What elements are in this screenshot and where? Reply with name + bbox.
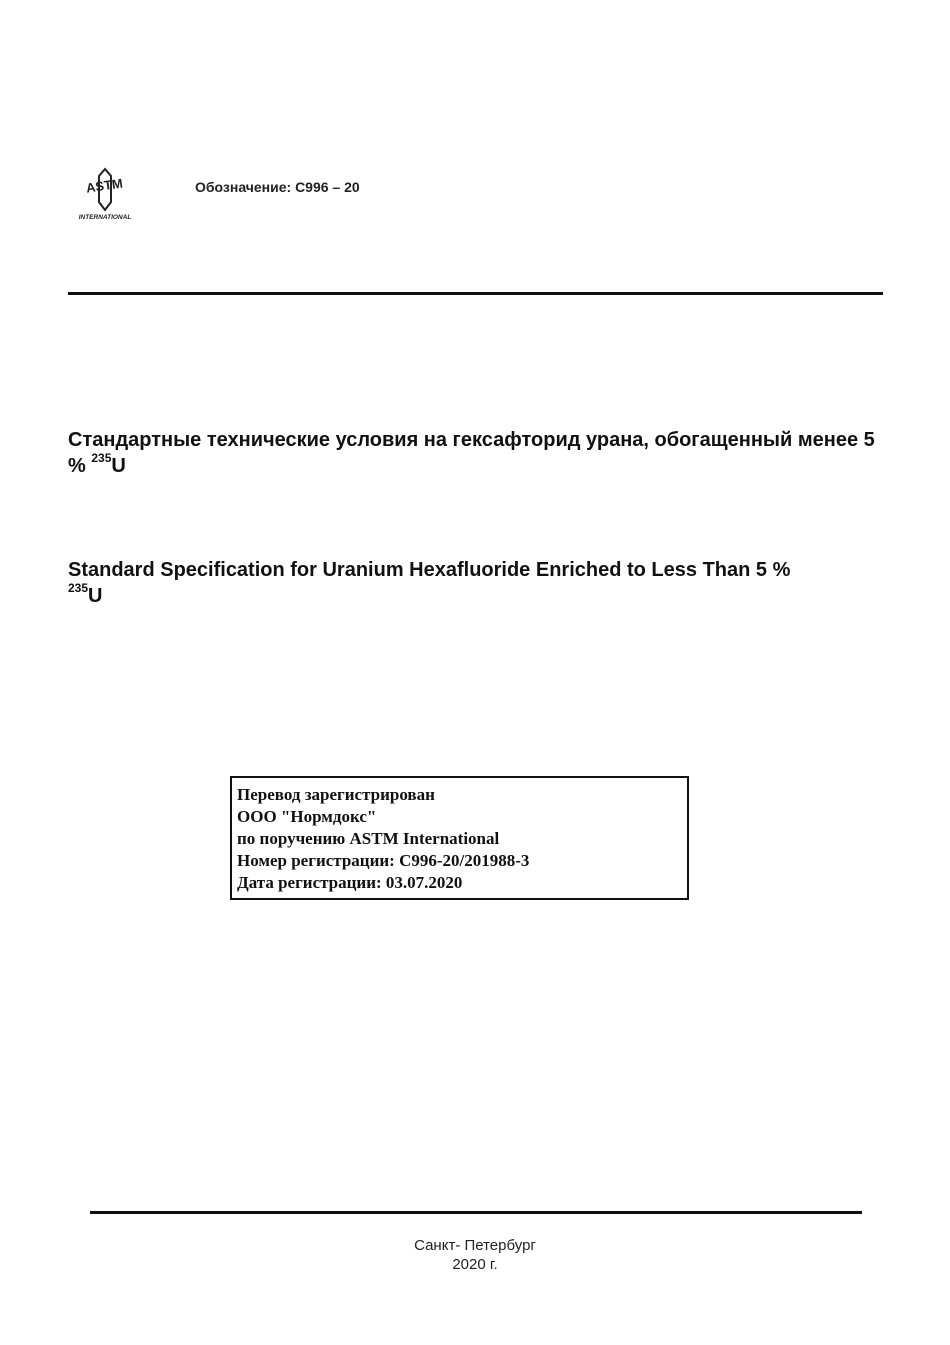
title-english — [68, 557, 886, 609]
title-en-text: Standard Specification for Uranium Hexafluoride Enriched to Less Than 5 % — [68, 559, 791, 581]
document-designation: Обозначение: C996 – 20 — [195, 179, 360, 195]
logo-subtext: INTERNATIONAL — [78, 214, 132, 221]
registration-line-3: по поручению ASTM International — [237, 829, 500, 848]
title-ru-isotope-symbol: U — [111, 455, 126, 477]
footer-city: Санкт- Петербург — [414, 1237, 536, 1254]
registration-line-1: Перевод зарегистрирован — [237, 785, 435, 804]
registration-number: Номер регистрации: C996-20/201988-3 — [237, 851, 530, 870]
logo-text: ASTM — [85, 175, 124, 196]
footer-divider — [90, 1211, 862, 1214]
header-divider — [68, 292, 883, 295]
title-en-isotope-mass: 235 — [68, 581, 89, 596]
registration-stamp — [230, 776, 689, 900]
registration-line-2: ООО "Нормдокс" — [237, 807, 377, 826]
astm-logo-icon — [78, 166, 132, 222]
title-russian — [68, 427, 886, 479]
title-ru-isotope-mass: 235 — [91, 451, 112, 466]
registration-date: Дата регистрации: 03.07.2020 — [237, 873, 463, 892]
title-ru-text: Стандартные технические условия на гексафторид урана, обогащенный менее 5 % — [68, 429, 875, 477]
title-en-isotope-symbol: U — [88, 585, 103, 607]
footer-year: 2020 г. — [452, 1256, 498, 1273]
